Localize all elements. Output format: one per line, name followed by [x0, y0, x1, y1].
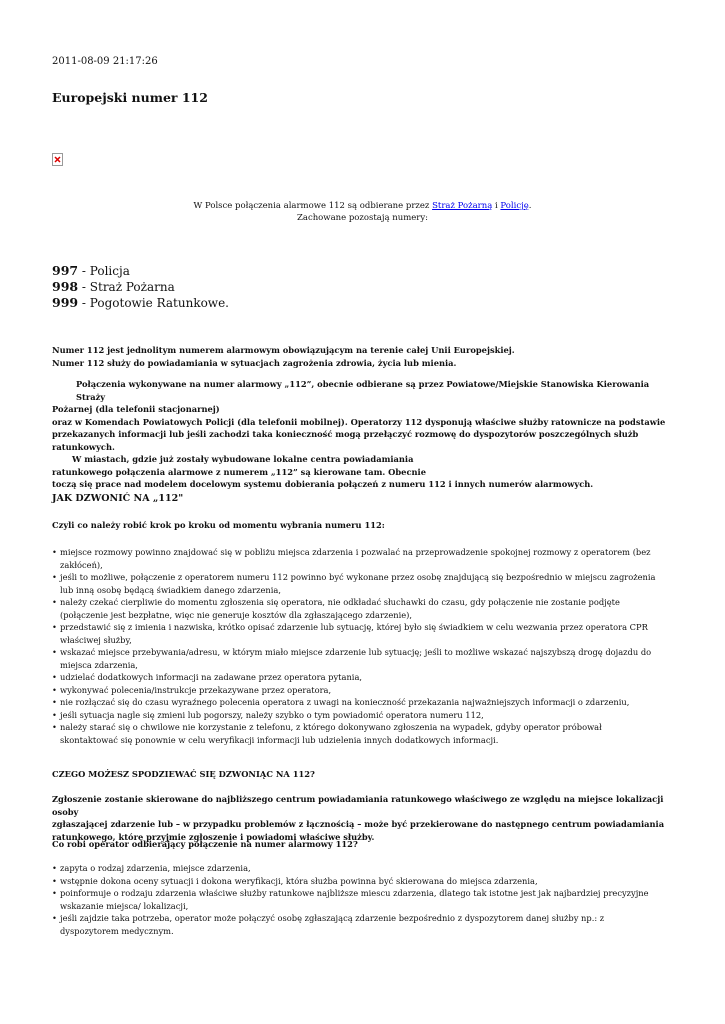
number-label: - Pogotowie Ratunkowe.	[78, 296, 229, 310]
number-label: - Straż Pożarna	[78, 280, 175, 294]
fire-brigade-link[interactable]: Straż Pożarną	[432, 201, 493, 211]
how-to-call-heading: JAK DZWONIĆ NA „112"	[52, 493, 184, 504]
info-line: Numer 112 jest jednolitym numerem alarmowym obowiązującym na terenie całej Unii Europejskiej.	[52, 345, 515, 355]
info-line: oraz w Komendach Powiatowych Policji (dla telefonii mobilnej). Operatorzy 112 dysponują właściwe służby ratownicze na podstawie	[52, 416, 666, 427]
info-line: ratunkowego połączenia alarmowe z numerem „112” są kierowane tam. Obecnie	[52, 466, 426, 477]
emergency-numbers	[52, 263, 229, 311]
info-line: zgłaszającej zdarzenie lub – w przypadku problemów z łącznością – może być przekierowane do następnego centrum powiadamiania	[52, 819, 665, 829]
operator-role-list	[52, 862, 662, 937]
info-paragraph-1	[52, 344, 672, 369]
what-to-expect-paragraph	[52, 793, 672, 843]
list-item: • należy starać się o chwilowe nie korzystanie z telefonu, z którego dokonywano zgłoszenia na wypadek, gdyby operator próbował skontaktować się ponownie w celu weryfikacji informacji lub udzielenia innych dodatkowych informacji.	[52, 721, 662, 746]
list-item: • nie rozłączać się do czasu wyraźnego polecenia operatora z uwagi na konieczność przekazania najważniejszych informacji o zdarzeniu,	[52, 696, 662, 709]
list-item: • udzielać dodatkowych informacji na zadawane przez operatora pytania,	[52, 671, 662, 684]
list-item: • wstępnie dokona oceny sytuacji i dokona weryfikacji, która służba powinna być skierowana do miejsca zdarzenia,	[52, 875, 662, 888]
number-row	[52, 295, 229, 311]
info-line: Zgłoszenie zostanie skierowane do najbliższego centrum powiadamiania ratunkowego właściwego ze względu na miejsce lokalizacji osoby	[52, 794, 664, 817]
list-item: • jeśli zajdzie taka potrzeba, operator może połączyć osobę zgłaszającą zdarzenie bezpośrednio z dyspozytorem danej służby np.: z dyspozytorem medycznym.	[52, 912, 662, 937]
list-item: • poinformuje o rodzaju zdarzenia właściwe służby ratunkowe najbliższe miescu zdarzenia, dlatego tak istotne jest jak najbardziej precyzyjne wskazanie miejsca/ lokalizacji,	[52, 887, 662, 912]
how-to-call-list	[52, 546, 662, 746]
info-line: Pożarnej (dla telefonii stacjonarnej)	[52, 404, 220, 414]
operator-role-heading: Co robi operator odbierający połączenie na numer alarmowy 112?	[52, 839, 358, 849]
intro-text-between: i	[492, 201, 501, 211]
number-code: 997	[52, 263, 79, 278]
publish-date: 2011-08-09 21:17:26	[52, 56, 158, 67]
info-line: Numer 112 służy do powiadamiania w sytuacjach zagrożenia zdrowia, życia lub mienia.	[52, 357, 457, 368]
number-label: - Policja	[78, 264, 130, 278]
list-item: • zapyta o rodzaj zdarzenia, miejsce zdarzenia,	[52, 862, 662, 875]
info-line: W miastach, gdzie już zostały wybudowane lokalne centra powiadamiania	[72, 454, 414, 464]
list-item: • należy czekać cierpliwie do momentu zgłoszenia się operatora, nie odkładać słuchawki do czasu, gdy połączenie nie zostanie podjęte (połączenie jest bezpłatne, więc nie generuje kosztów dla zgłaszającego zdarzenie),	[52, 596, 662, 621]
police-link[interactable]: Policję	[500, 201, 529, 211]
page-title: Europejski numer 112	[52, 90, 208, 105]
intro-text-after: .	[528, 201, 532, 211]
list-item: • jeśli to możliwe, połączenie z operatorem numeru 112 powinno być wykonane przez osobę znajdującą się bezpośrednio w miejscu zagrożenia lub inną osobę będącą świadkiem danego zdarzenia,	[52, 571, 662, 596]
broken-image-icon	[52, 153, 63, 166]
info-line: Połączenia wykonywane na numer alarmowy „112”, obecnie odbierane są przez Powiatowe/Miejskie Stanowiska Kierowania Straży	[76, 379, 650, 402]
list-item: • wykonywać polecenia/instrukcje przekazywane przez operatora,	[52, 684, 662, 697]
list-item: • przedstawić się z imienia i nazwiska, krótko opisać zdarzenie lub sytuację, której było się świadkiem w celu wezwania przez operatora CPR właściwej służby,	[52, 621, 662, 646]
number-row	[52, 279, 229, 295]
list-item: • miejsce rozmowy powinno znajdować się w pobliżu miejsca zdarzenia i pozwalać na przeprowadzenie spokojnej rozmowy z operatorem (bez zakłóceń),	[52, 546, 662, 571]
intro-line-2: Zachowane pozostają numery:	[296, 213, 429, 223]
number-code: 999	[52, 295, 79, 310]
what-to-expect-heading: CZEGO MOŻESZ SPODZIEWAĆ SIĘ DZWONIĄC NA 112?	[52, 769, 315, 779]
info-line: toczą się prace nad modelem docelowym systemu dobierania połączeń z numeru 112 i innych numerów alarmowych.	[52, 479, 594, 489]
number-code: 998	[52, 279, 79, 294]
list-item: • wskazać miejsce przebywania/adresu, w którym miało miejsce zdarzenie lub sytuację; jeśli to możliwe wskazać najszybszą drogę dojazdu do miejsca zdarzenia,	[52, 646, 662, 671]
info-line: ratunkowego, które przyjmie zgłoszenie i powiadomi właściwe służby.	[52, 831, 375, 842]
intro-note	[0, 200, 725, 224]
info-line: przekazanych informacji lub jeśli zachodzi taka konieczność mogą przełączyć rozmowę do dyspozytorów poszczególnych służb ratunkowych.	[52, 429, 639, 452]
info-paragraph-2	[52, 378, 672, 491]
list-item: • jeśli sytuacja nagle się zmieni lub pogorszy, należy szybko o tym powiadomić operatora numeru 112,	[52, 709, 662, 722]
number-row	[52, 263, 229, 279]
intro-text-before: W Polsce połączenia alarmowe 112 są odbierane przez	[193, 201, 433, 211]
how-to-call-subheading: Czyli co należy robić krok po kroku od momentu wybrania numeru 112:	[52, 520, 385, 530]
